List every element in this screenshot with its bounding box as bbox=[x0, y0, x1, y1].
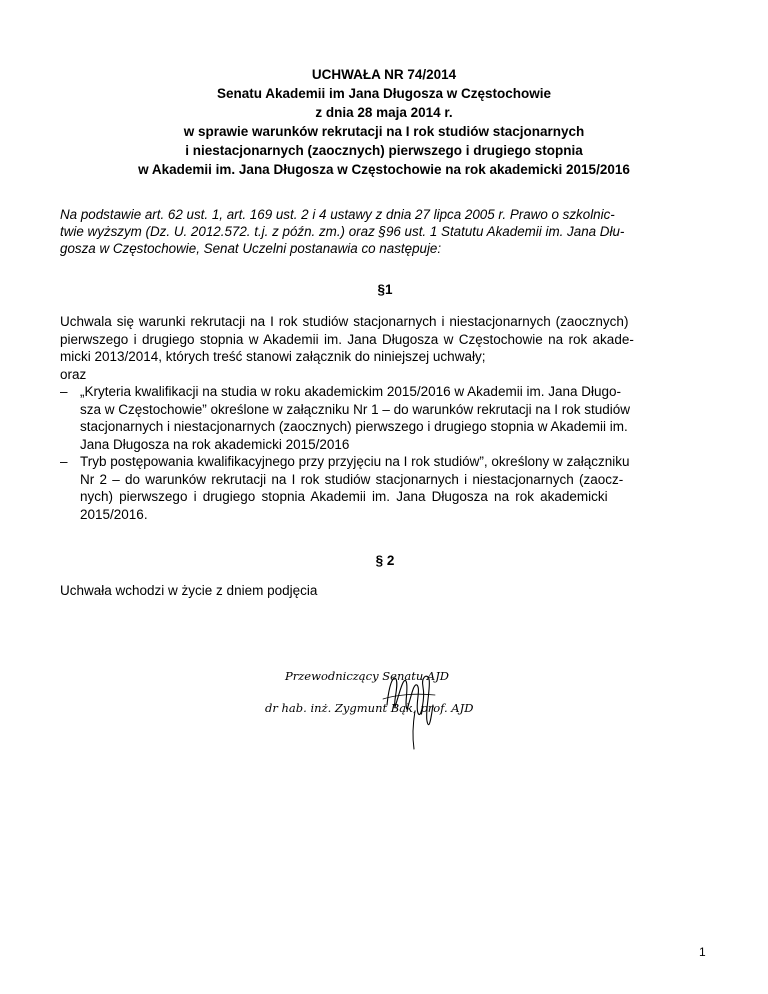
list-line: 2015/2016. bbox=[80, 506, 148, 522]
list-line: Jana Długosza na rok akademicki 2015/2016 bbox=[80, 436, 350, 452]
paragraph-line: pierwszego i drugiego stopnia w Akademii im. Jana Długosza w Częstochowie na rok akade- bbox=[60, 331, 634, 347]
list-dash: – bbox=[60, 384, 68, 399]
section-2-title: § 2 bbox=[375, 553, 395, 568]
paragraph-line: Uchwala się warunki rekrutacji na I rok studiów stacjonarnych i niestacjonarnych (zaocznych) bbox=[60, 314, 629, 329]
page-number: 1 bbox=[699, 945, 706, 959]
resolution-header bbox=[60, 65, 708, 179]
subject-line-2: i niestacjonarnych (zaocznych) pierwszego i drugiego stopnia bbox=[185, 143, 583, 158]
signatory-name: dr hab. inż. Zygmunt Bąk, prof. AJD bbox=[265, 701, 474, 715]
list-line: stacjonarnych i niestacjonarnych (zaocznych) pierwszego i drugiego stopnia w Akademii im. bbox=[80, 419, 628, 434]
preamble-line: gosza w Częstochowie, Senat Uczelni postanawia co następuje: bbox=[60, 241, 442, 256]
preamble-line: twie wyższym (Dz. U. 2012.572. t.j. z późn. zm.) oraz §96 ust. 1 Statutu Akademii im. Jana Dłu- bbox=[60, 224, 625, 239]
section-1-body bbox=[60, 313, 710, 523]
section-2-body bbox=[60, 582, 710, 600]
signature-block bbox=[265, 665, 545, 755]
subject-line-1: w sprawie warunków rekrutacji na I rok studiów stacjonarnych bbox=[183, 124, 585, 139]
list-line: „Kryteria kwalifikacji na studia w roku akademickim 2015/2016 w Akademii im. Jana Długo- bbox=[80, 384, 621, 399]
issuing-body: Senatu Akademii im Jana Długosza w Częstochowie bbox=[216, 86, 552, 101]
list-item-criteria bbox=[60, 383, 710, 453]
paragraph-line: micki 2013/2014, których treść stanowi załącznik do niniejszej uchwały; bbox=[60, 349, 486, 364]
handwritten-signature-icon bbox=[265, 665, 545, 755]
legal-basis-preamble bbox=[60, 206, 710, 257]
effective-date-text: Uchwała wchodzi w życie z dniem podjęcia bbox=[60, 583, 318, 598]
list-dash: – bbox=[60, 454, 68, 469]
list-item-procedure bbox=[60, 453, 710, 523]
list-line: Tryb postępowania kwalifikacyjnego przy przyjęciu na I rok studiów”, określony w załączniku bbox=[80, 454, 630, 469]
resolution-number: UCHWAŁA NR 74/2014 bbox=[311, 67, 457, 82]
subject-line-3: w Akademii im. Jana Długosza w Częstochowie na rok akademicki 2015/2016 bbox=[138, 162, 630, 177]
list-line: sza w Częstochowie” określone w załączniku Nr 1 – do warunków rekrutacji na I rok studiów bbox=[80, 401, 630, 417]
resolution-date: z dnia 28 maja 2014 r. bbox=[315, 105, 453, 120]
list-line: nych) pierwszego i drugiego stopnia Akademii im. Jana Długosza na rok akademicki bbox=[80, 489, 608, 504]
paragraph-line: oraz bbox=[60, 366, 87, 382]
section-1-title: §1 bbox=[377, 282, 393, 297]
preamble-line: Na podstawie art. 62 ust. 1, art. 169 ust. 2 i 4 ustawy z dnia 27 lipca 2005 r. Prawo o szkolnic- bbox=[60, 207, 615, 222]
list-line: Nr 2 – do warunków rekrutacji na I rok studiów stacjonarnych i niestacjonarnych (zaocz- bbox=[80, 471, 624, 487]
signatory-title: Przewodniczący Senatu AJD bbox=[285, 669, 450, 683]
